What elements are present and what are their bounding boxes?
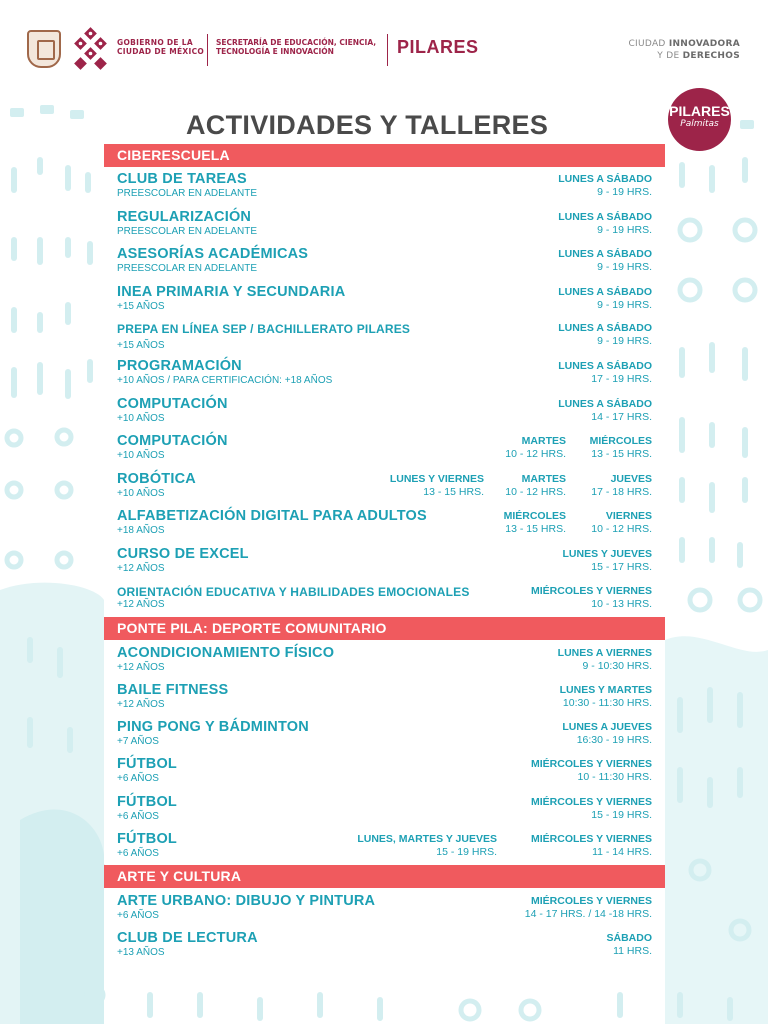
schedule xyxy=(560,684,652,710)
activity-age: +10 AÑOS / PARA CERTIFICACIÓN: +18 AÑOS xyxy=(117,375,333,386)
page-title: ACTIVIDADES Y TALLERES xyxy=(186,110,549,140)
government-name xyxy=(117,38,204,56)
activity-age: PREESCOLAR EN ADELANTE xyxy=(117,188,258,199)
schedule-hours: 10:30 - 11:30 HRS. xyxy=(562,697,652,709)
schedule xyxy=(591,473,652,499)
schedule xyxy=(558,647,652,673)
activity-age: +7 AÑOS xyxy=(117,736,159,747)
schedule-days: MIÉRCOLES xyxy=(589,435,652,447)
section-header: CIBERESCUELA xyxy=(104,144,665,167)
schedule xyxy=(504,510,566,536)
schedule-hours: 9 - 19 HRS. xyxy=(597,224,652,236)
activity-age: +12 AÑOS xyxy=(117,563,165,574)
schedule-days: MIÉRCOLES Y VIERNES xyxy=(531,895,652,907)
schedule-days: LUNES A SÁBADO xyxy=(558,360,652,372)
schedule xyxy=(558,248,652,274)
schedule-days: LUNES Y VIERNES xyxy=(389,473,484,485)
activity-name: FÚTBOL xyxy=(117,794,177,810)
cdmx-logo-icon xyxy=(72,27,110,71)
slogan-word: CIUDAD xyxy=(628,39,666,49)
schedule xyxy=(590,435,652,461)
activity-row xyxy=(117,209,652,245)
activity-row xyxy=(117,893,652,929)
sec-line-2: TECNOLOGÍA E INNOVACIÓN xyxy=(216,47,334,56)
schedule xyxy=(525,895,652,921)
secretariat-name xyxy=(216,38,376,56)
schedule-hours: 13 - 15 HRS. xyxy=(505,523,566,535)
coat-of-arms-icon xyxy=(27,30,61,68)
schedule xyxy=(558,360,652,386)
activity-name: PROGRAMACIÓN xyxy=(117,358,242,374)
schedule-days: MIÉRCOLES xyxy=(503,510,566,522)
activity-name: INEA PRIMARIA Y SECUNDARIA xyxy=(117,284,346,300)
section-header: ARTE Y CULTURA xyxy=(104,865,665,888)
schedule-days: SÁBADO xyxy=(606,932,652,944)
activity-name: CLUB DE TAREAS xyxy=(117,171,247,187)
activity-name: COMPUTACIÓN xyxy=(117,396,228,412)
activity-name: REGULARIZACIÓN xyxy=(117,209,252,225)
schedule xyxy=(531,585,652,611)
activity-name: ROBÓTICA xyxy=(117,471,196,487)
schedule-hours: 10 - 11:30 HRS. xyxy=(577,771,652,783)
activity-name: CLUB DE LECTURA xyxy=(117,930,258,946)
activity-age: +10 AÑOS xyxy=(117,413,165,424)
schedule xyxy=(505,435,566,461)
activity-name: FÚTBOL xyxy=(117,831,177,847)
activity-name: FÚTBOL xyxy=(117,756,177,772)
activity-row xyxy=(117,583,652,619)
activity-name: ACONDICIONAMIENTO FÍSICO xyxy=(117,645,335,661)
schedule-hours: 10 - 13 HRS. xyxy=(591,598,652,610)
activity-age: +6 AÑOS xyxy=(117,910,159,921)
activity-row xyxy=(117,508,652,544)
schedule-days: LUNES Y JUEVES xyxy=(562,548,652,560)
activity-row xyxy=(117,546,652,582)
schedule-days: LUNES A SÁBADO xyxy=(558,173,652,185)
activity-name: BAILE FITNESS xyxy=(117,682,229,698)
schedule-hours: 14 - 17 HRS. xyxy=(591,411,652,423)
schedule-days: LUNES Y MARTES xyxy=(559,684,652,696)
activity-name: PREPA EN LÍNEA SEP / BACHILLERATO PILARES xyxy=(117,322,411,336)
schedule-hours: 9 - 19 HRS. xyxy=(597,335,652,347)
schedule xyxy=(531,758,652,784)
activity-row xyxy=(117,794,652,830)
schedule-days: MIÉRCOLES Y VIERNES xyxy=(531,585,652,597)
activity-row xyxy=(117,471,652,507)
activity-age: PREESCOLAR EN ADELANTE xyxy=(117,226,258,237)
schedule xyxy=(558,211,652,237)
schedule-days: LUNES A SÁBADO xyxy=(558,398,652,410)
schedule xyxy=(505,473,566,499)
schedule-hours: 9 - 19 HRS. xyxy=(597,186,652,198)
sec-line-1: SECRETARÍA DE EDUCACIÓN, CIENCIA, xyxy=(216,38,377,47)
schedule-hours: 10 - 12 HRS. xyxy=(591,523,652,535)
activity-age: +12 AÑOS xyxy=(117,699,165,710)
schedule xyxy=(390,473,484,499)
activity-row xyxy=(117,831,652,867)
schedule xyxy=(531,833,652,859)
activity-age: +12 AÑOS xyxy=(117,662,165,673)
schedule-days: VIERNES xyxy=(605,510,652,522)
section-header: PONTE PILA: DEPORTE COMUNITARIO xyxy=(104,617,665,640)
activity-name: CURSO DE EXCEL xyxy=(117,546,249,562)
badge-subtitle: Palmitas xyxy=(680,119,719,129)
activity-row xyxy=(117,358,652,394)
activity-row xyxy=(117,433,652,469)
schedule-days: LUNES A SÁBADO xyxy=(558,248,652,260)
activity-age: +15 AÑOS xyxy=(117,301,165,312)
schedule-days: LUNES A JUEVES xyxy=(562,721,652,733)
activity-row xyxy=(117,682,652,718)
schedule-days: MARTES xyxy=(521,473,566,485)
schedule-days: MIÉRCOLES Y VIERNES xyxy=(531,833,652,845)
schedule-hours: 15 - 19 HRS. xyxy=(436,846,497,858)
schedule-days: LUNES A VIERNES xyxy=(557,647,652,659)
schedule xyxy=(558,322,652,348)
schedule xyxy=(558,286,652,312)
activity-age: +12 AÑOS xyxy=(117,599,165,610)
schedule-hours: 17 - 19 HRS. xyxy=(591,373,652,385)
divider xyxy=(387,34,388,66)
pilares-palmitas-badge xyxy=(668,88,731,151)
schedule xyxy=(558,398,652,424)
activity-row xyxy=(117,246,652,282)
schedule-hours: 10 - 12 HRS. xyxy=(505,486,566,498)
activity-age: PREESCOLAR EN ADELANTE xyxy=(117,263,258,274)
gov-line-1: GOBIERNO DE LA xyxy=(117,38,193,47)
schedule xyxy=(357,833,497,859)
schedule-hours: 10 - 12 HRS. xyxy=(505,448,566,460)
activity-row xyxy=(117,396,652,432)
activity-age: +13 AÑOS xyxy=(117,947,165,958)
activity-age: +10 AÑOS xyxy=(117,450,165,461)
activity-name: PING PONG Y BÁDMINTON xyxy=(117,719,309,735)
schedule-hours: 13 - 15 HRS. xyxy=(423,486,484,498)
activity-age: +18 AÑOS xyxy=(117,525,165,536)
slogan-word-bold: INNOVADORA xyxy=(668,39,740,49)
slogan-word: Y DE xyxy=(657,51,680,61)
schedule xyxy=(562,721,652,747)
schedule-days: LUNES A SÁBADO xyxy=(558,286,652,298)
activity-age: +6 AÑOS xyxy=(117,848,159,859)
activity-age: +10 AÑOS xyxy=(117,488,165,499)
schedule-days: LUNES A SÁBADO xyxy=(558,322,652,334)
activity-row xyxy=(117,284,652,320)
schedule-days: JUEVES xyxy=(610,473,652,485)
city-slogan xyxy=(628,38,740,62)
schedule-hours: 9 - 19 HRS. xyxy=(597,299,652,311)
schedule-days: MARTES xyxy=(521,435,566,447)
schedule-days: MIÉRCOLES Y VIERNES xyxy=(531,758,652,770)
schedule-days: LUNES, MARTES Y JUEVES xyxy=(357,833,497,845)
activity-age: +6 AÑOS xyxy=(117,811,159,822)
schedule-hours: 15 - 17 HRS. xyxy=(591,561,652,573)
activity-name: ARTE URBANO: DIBUJO Y PINTURA xyxy=(117,893,376,909)
schedule xyxy=(606,932,652,958)
gov-line-2: CIUDAD DE MÉXICO xyxy=(117,47,205,56)
schedule-days: LUNES A SÁBADO xyxy=(558,211,652,223)
schedule xyxy=(563,548,652,574)
slogan-word-bold: DERECHOS xyxy=(682,51,740,61)
activity-age: +15 AÑOS xyxy=(117,340,165,351)
schedule-hours: 15 - 19 HRS. xyxy=(591,809,652,821)
schedule xyxy=(558,173,652,199)
badge-title: PILARES xyxy=(669,103,730,119)
schedule xyxy=(591,510,652,536)
schedule-hours: 11 HRS. xyxy=(613,945,652,957)
activity-row xyxy=(117,320,652,356)
pilares-logo: PILARES xyxy=(397,37,479,57)
schedule-hours: 9 - 19 HRS. xyxy=(597,261,652,273)
activity-row xyxy=(117,930,652,966)
activity-name: ORIENTACIÓN EDUCATIVA Y HABILIDADES EMOCIONALES xyxy=(117,585,470,599)
activity-name: ASESORÍAS ACADÉMICAS xyxy=(117,246,309,262)
activity-name: COMPUTACIÓN xyxy=(117,433,228,449)
activity-row xyxy=(117,171,652,207)
activity-age: +6 AÑOS xyxy=(117,773,159,784)
schedule-hours: 9 - 10:30 HRS. xyxy=(582,660,652,672)
activity-row xyxy=(117,756,652,792)
schedule-hours: 17 - 18 HRS. xyxy=(591,486,652,498)
schedule-days: MIÉRCOLES Y VIERNES xyxy=(531,796,652,808)
divider xyxy=(207,34,208,66)
activity-name: ALFABETIZACIÓN DIGITAL PARA ADULTOS xyxy=(117,508,427,524)
schedule-hours: 11 - 14 HRS. xyxy=(592,846,652,858)
activity-row xyxy=(117,645,652,681)
schedule-hours: 16:30 - 19 HRS. xyxy=(576,734,652,746)
schedule xyxy=(531,796,652,822)
schedule-hours: 13 - 15 HRS. xyxy=(591,448,652,460)
schedule-hours: 14 - 17 HRS. / 14 -18 HRS. xyxy=(524,908,652,920)
activity-row xyxy=(117,719,652,755)
header xyxy=(0,0,768,90)
